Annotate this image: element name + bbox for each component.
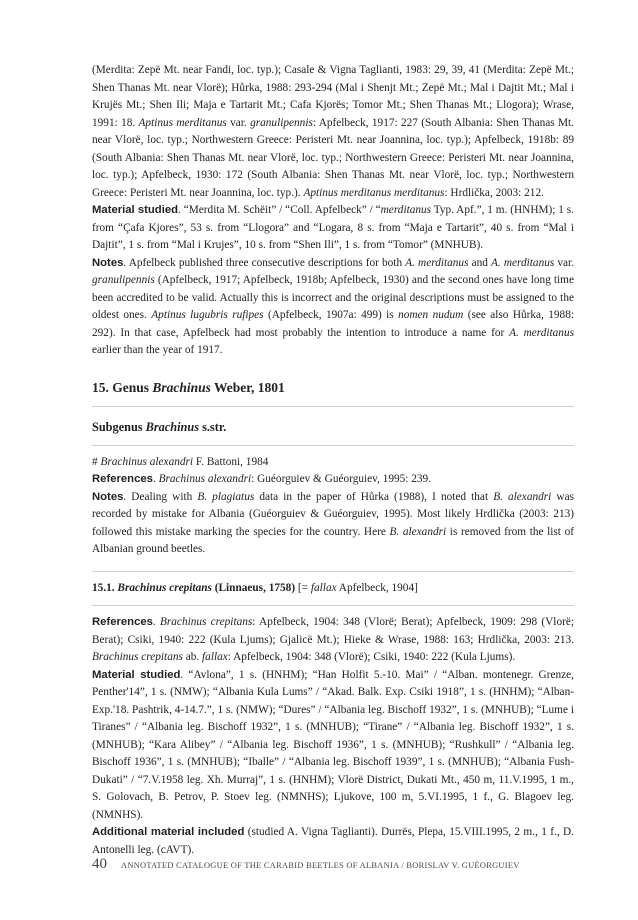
genus-name: Brachinus xyxy=(152,379,211,395)
text: Apfelbeck, 1904] xyxy=(336,581,418,594)
heading-number: 15.1. xyxy=(92,581,118,594)
text: F. Battoni, 1984 xyxy=(193,455,269,468)
taxon-name: Brachinus crepitans xyxy=(92,651,183,663)
section-label: Additional material included xyxy=(92,826,245,838)
taxon-name: B. plagiatus xyxy=(197,490,255,503)
section-divider xyxy=(92,406,574,407)
references-paragraph xyxy=(92,471,574,489)
section-divider xyxy=(92,571,574,572)
taxon-name: Brachinus crepitans xyxy=(159,616,253,628)
text: and xyxy=(468,256,492,269)
material-studied-paragraph xyxy=(92,202,574,255)
synonym-name: fallax xyxy=(310,581,337,594)
taxon-name: granulipennis xyxy=(92,274,155,286)
text: s.str. xyxy=(199,419,227,434)
text: data in the paper of Hůrka (1988), I noted that xyxy=(254,490,494,503)
taxon-name: granulipennis xyxy=(250,116,313,129)
text: is removed from the list of Albanian ground beetles. xyxy=(92,525,574,555)
text: (studied A. Vigna Taglianti). Durrës, Plepa, 15.VIII.1995, 2 m., 1 f., D. Antonelli leg. (cAVT). xyxy=(92,826,574,856)
intro-paragraph xyxy=(92,62,574,202)
taxon-name: Aptinus merditanus xyxy=(138,116,227,129)
material-studied-paragraph xyxy=(92,667,574,825)
section-label: Notes xyxy=(92,256,124,269)
text: : Apfelbeck, 1917: 227 (South Albania: Shen Thanas Mt. near Vlorë, loc. typ.; Northwestern Greece: Peristeri Mt. near Joannina, loc. typ.); Apfelbeck, 1918b: 89 (South Albania: Shen Thanas Mt. near Vlorë, loc. typ.; Northwestern Greece: Peristeri Mt. near Joannina, loc. typ.); Apfelbeck, 1930: 172 (South Albania: Shen Thanas Mt. near Vlorë, loc. typ.; Northwestern Greece: Peristeri Mt. near Joannina, loc. typ.). xyxy=(92,116,574,199)
taxon-name: A. merditanus xyxy=(491,256,555,269)
text: # xyxy=(92,455,101,468)
section-label: Material studied xyxy=(92,668,181,681)
text: (Apfelbeck, 1917; Apfelbeck, 1918b; Apfelbeck, 1930) and the second ones have long time been accredited to be valid. Actually this is incorrect and the original descriptions must be assigned to the oldest ones. xyxy=(92,274,574,321)
taxon-name: Brachinus alexandri xyxy=(100,455,194,468)
section-label: References xyxy=(92,616,153,628)
page-body xyxy=(92,62,574,859)
taxon-name: Aptinus lugubris rufipes xyxy=(151,309,264,321)
text: [= xyxy=(295,581,311,594)
notes-paragraph xyxy=(92,489,574,559)
species-name: Brachinus crepitans xyxy=(117,581,212,594)
taxon-name: B. alexandri xyxy=(493,490,552,503)
text: (see also Hůrka, 1988: 292). In that case, Apfelbeck had most probably the intention to introduce a name for xyxy=(92,309,574,339)
text: (Apfelbeck, 1907a: 499) is xyxy=(263,309,399,321)
page-footer xyxy=(92,856,574,873)
text: Typ. Apf.”, 1 m. (HNHM); 1 s. from “Çafa Kjores”, 53 s. from “Llogora” and “Logara, 8 s. from “Maja e Tartarit”, 40 s. from “Mal i Dajtit”, 1 s. from “Mal i Krujes”, 10 s. from “Shen Ili”, 1 s. from “Tomor” (MNHUB). xyxy=(92,204,574,251)
text: var. xyxy=(554,256,575,269)
species-entry-alexandri xyxy=(92,454,574,472)
section-label: Notes xyxy=(92,490,124,503)
text: . xyxy=(152,616,160,628)
page-number: 40 xyxy=(92,856,107,872)
text: . Apfelbeck published three consecutive descriptions for both xyxy=(123,256,406,269)
taxon-name: fallax xyxy=(202,651,228,663)
subgenus-heading xyxy=(92,417,574,437)
subgenus-name: Brachinus xyxy=(145,419,199,434)
text: Subgenus xyxy=(92,419,146,434)
notes-paragraph xyxy=(92,255,574,360)
heading-number: 15. Genus xyxy=(92,379,153,395)
taxon-name: B. alexandri xyxy=(389,525,447,538)
genus-author: Weber, 1801 xyxy=(210,379,285,395)
section-label: Material studied xyxy=(92,204,179,216)
text: . “Avlona”, 1 s. (HNHM); “Han Holfit 5.-10. Mai” / “Alban. montenegr. Grenze, Penther'14”, 1 s. (NMW); “Albania Kula Lums” / “Akad. Balk. Exp. Csiki 1918”, 1 s. (HNHM); “Alban-Exp.'18. Pashtrik, 4-14.7.”, 1 s. (NMW); “Dures” / “Albania leg. Bischoff 1932”, 1 s. (MNHUB); “Lume i Tiranes” / “Albania leg. Bischoff 1932”, 1 s. (MNHUB); “Tirane” / “Albania leg. Bischoff 1932”, 1 s. (MNHUB); “Kara Alibey” / “Albania leg. Bischoff 1936”, 1 s. (MNHUB); “Rushkull” / “Albania leg. Bischoff 1936”, 1 s. (MNHUB); “Iballe” / “Albania leg. Bischoff 1939”, 1 s. (MNHUB); “Albania Fush-Dukati” / “7.V.1958 leg. Xh. Murraj”, 1 s. (HNHM); Vlorë District, Dukati Mt., 450 m, 11.V.1995, 1 m., S. Golovach, B. Petrov, P. Stoev leg. (NMNHS); Ljukove, 100 m, 5.VI.1995, 1 f., G. Blagoev leg. (NMNHS). xyxy=(92,668,574,821)
text: : Guéorguiev & Guéorguiev, 1995: 239. xyxy=(251,473,432,485)
section-label: References xyxy=(92,473,153,485)
taxon-name: Brachinus alexandri xyxy=(158,473,252,485)
text: . Dealing with xyxy=(123,490,198,503)
taxon-name: A. merditanus xyxy=(509,326,575,339)
references-paragraph xyxy=(92,614,574,667)
text: was recorded by mistake for Albania (Guéorguiev & Guéorguiev, 1995). Most likely Hrdlička (2003: 213) followed this mistake marking the species for the country. Here xyxy=(92,490,574,538)
text: . “Merdita M. Schëit” / “Coll. Apfelbeck” / “ xyxy=(178,204,381,216)
section-divider xyxy=(92,445,574,446)
running-title: ANNOTATED CATALOGUE OF THE CARABID BEETLES OF ALBANIA / BORISLAV V. GUÉORGUIEV xyxy=(121,861,520,870)
text: . xyxy=(152,473,159,485)
section-divider xyxy=(92,605,574,606)
species-author: (Linnaeus, 1758) xyxy=(211,581,296,594)
genus-heading xyxy=(92,378,574,398)
additional-material-paragraph xyxy=(92,824,574,859)
text: ab. xyxy=(182,651,203,663)
text: earlier than the year of 1917. xyxy=(92,344,223,356)
text: : Hrdlička, 2003: 212. xyxy=(444,186,544,199)
text: : Apfelbeck, 1904: 348 (Vlorë; Berat); Apfelbeck, 1909: 298 (Vlorë; Berat); Csiki, 1940: 222 (Kula Ljums); Gjalicë Mt.); Hieke & Wrase, 1988: 163; Hrdlička, 2003: 213. xyxy=(92,616,575,646)
taxon-name: Aptinus merditanus merditanus xyxy=(303,186,445,199)
taxon-name: A. merditanus xyxy=(405,256,469,269)
taxon-name: merditanus xyxy=(380,204,432,216)
species-heading xyxy=(92,580,574,598)
taxon-name: nomen nudum xyxy=(398,309,464,321)
text: (Merdita: Zepë Mt. near Fandi, loc. typ.); Casale & Vigna Taglianti, 1983: 29, 39, 41 (Merdita: Zepë Mt.; Shen Thanas Mt. near Vlorë); Hůrka, 1988: 293-294 (Mal i Shenjt Mt.; Zepë Mt.; Mal i Dajtit Mt.; Mal i Krujës Mt.; Shen Ili; Maja e Tartarit Mt.; Cafa Kjorës; Tomor Mt.; Shen Thanas Mt.; Llogora); Wrase, 1991: 18. xyxy=(92,64,574,129)
text: var. xyxy=(226,116,251,129)
text: : Apfelbeck, 1904: 348 (Vlorë); Csiki, 1940: 222 (Kula Ljums). xyxy=(227,651,516,663)
